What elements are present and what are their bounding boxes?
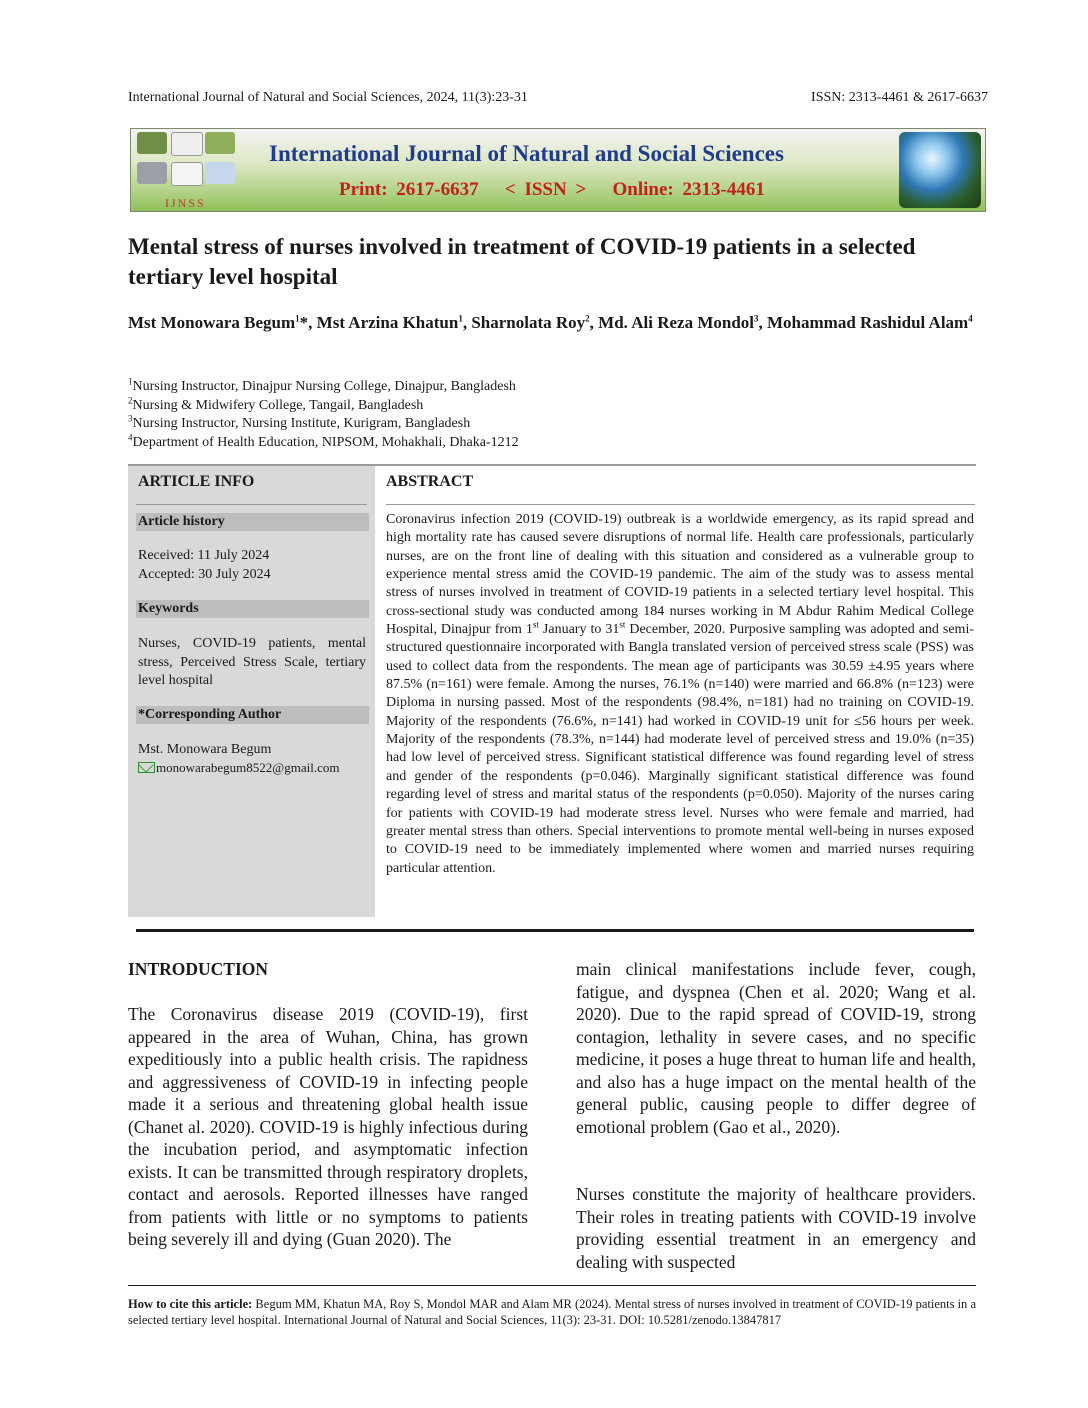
author-name: Mst Monowara Begum	[128, 313, 296, 332]
plant-thumbnail-icon	[137, 132, 167, 154]
author-affiliation-mark: 3	[754, 313, 759, 324]
envelope-icon	[138, 762, 155, 773]
abstract-divider	[386, 504, 975, 505]
affiliation-item	[128, 434, 519, 453]
article-history-label: Article history	[136, 513, 369, 531]
author-affiliation-mark: 4	[968, 313, 973, 324]
author-affiliation-mark: 2	[585, 313, 590, 324]
author-affiliation-mark: 1	[295, 313, 300, 324]
lab-thumbnail-icon	[205, 162, 235, 184]
corresponding-author-label: *Corresponding Author	[136, 706, 369, 724]
journal-banner	[130, 128, 986, 212]
affiliation-item	[128, 378, 519, 397]
affiliation-item	[128, 394, 519, 416]
affiliation-text: Department of Health Education, NIPSOM, Mohakhali, Dhaka-1212	[132, 434, 519, 450]
leaf-thumbnail-icon	[205, 132, 235, 154]
citation-footer	[128, 1296, 976, 1328]
abstract-text-part: January to 31	[538, 622, 620, 638]
citation-label: How to cite this article:	[128, 1297, 253, 1311]
journal-logo-collage	[135, 132, 241, 208]
corresponding-author-email-row	[138, 759, 366, 778]
affiliation-number: 1	[128, 376, 133, 387]
corresponding-mark: *	[299, 313, 309, 332]
abstract-end-divider	[136, 929, 974, 932]
abstract-text-part: December, 2020. Purposive sampling was adopted and semi-structured questionnaire incorporated with Bangla translated version of perceived stress scale (PSS) was used to collect data from the respondents. The mean age of participants was 30.59 ±4.95 years where 87.5% (n=161) were female. Among the nurses, 76.1% (n=140) were married and 66.8% (n=123) were Diploma in nursing passed. Most of the respondents (98.4%, n=181) had no training on COVID-19. Majority of the respondents (76.6%, n=141) had worked in COVID-19 unit for ≤56 hours per week. Majority of the respondents (78.3%, n=144) had moderate level of perceived stress and 19.0% (n=35) had low level of perceived stress. Significant statistical difference was found regarding level of stress and gender of the respondents (p=0.046). Marginally significant statistical difference was found regarding level of stress and marital status of the respondents (p=0.050). Majority of the nurses caring for patients with COVID-19 had moderate stress level. Nurses who were female and married, had greater mental stress than others. Special interventions to promote mental well-being in nurses exposed to COVID-19 need to be immediately implemented where women and married nurses requiring particular attention.	[386, 622, 975, 876]
abstract-text-part: Coronavirus infection 2019 (COVID-19) outbreak is a worldwide emergency, as its rapid spread and high mortality rate has caused severe disruptions of normal life. Health care professionals, particularly nurses, are on the front line of dealing with this situation and considered as a vulnerable group to experience mental stress amid the COVID-19 pandemic. The aim of the study was to assess mental stress of nurses involved in treatment of COVID-19 patients in a selected tertiary level hospital. This cross-sectional study was conducted among 184 nurses working in M Abdur Rahim Medical College Hospital, Dinajpur from 1	[386, 512, 974, 638]
keywords-text: Nurses, COVID-19 patients, mental stress, Perceived Stress Scale, tertiary level hospital	[138, 636, 366, 689]
author-list: Mst Monowara Begum$^1$*, Mst Arzina Khatun$^1$, Sharnolata Roy$^2$, Md. Ali Reza Mondol$^3$, Mohammad Rashidul Alam$^4$	[128, 313, 973, 332]
animals-thumbnail-icon	[171, 132, 203, 156]
author-name: Mohammad Rashidul Alam	[767, 313, 969, 332]
journal-banner-issn: Print: 2617-6637 < ISSN > Online: 2313-4461	[339, 179, 765, 200]
fish-thumbnail-icon	[137, 162, 167, 184]
running-header-left: International Journal of Natural and Social Sciences, 2024, 11(3):23-31	[128, 90, 528, 105]
author-name: Sharnolata Roy	[471, 313, 586, 332]
author-name: Md. Ali Reza Mondol	[598, 313, 755, 332]
author-name: Mst Arzina Khatun	[316, 313, 459, 332]
ordinal-suffix: st	[532, 619, 539, 630]
keywords-label: Keywords	[136, 600, 369, 618]
affiliation-text: Nursing & Midwifery College, Tangail, Bangladesh	[132, 397, 424, 413]
affiliation-number: 4	[128, 432, 133, 443]
abstract-text	[386, 511, 974, 878]
abstract-heading: ABSTRACT	[386, 473, 474, 490]
accepted-date: Accepted: 30 July 2024	[138, 567, 271, 582]
affiliation-number: 2	[128, 394, 133, 405]
affiliation-text: Nursing Instructor, Dinajpur Nursing College, Dinajpur, Bangladesh	[132, 379, 516, 394]
received-date: Received: 11 July 2024	[138, 548, 270, 563]
people-thumbnail-icon	[171, 162, 203, 186]
globe-icon	[899, 132, 981, 208]
ijnss-logo-text: IJNSS	[165, 196, 206, 210]
introduction-heading: INTRODUCTION	[128, 959, 269, 979]
ordinal-suffix: st	[619, 619, 626, 630]
affiliation-number: 3	[128, 413, 133, 424]
running-header-right: ISSN: 2313-4461 & 2617-6637	[811, 90, 988, 105]
introduction-paragraph-3: Nurses constitute the majority of healthcare providers. Their roles in treating patients with COVID-19 involve providing essential treatment in an emergency and dealing with suspected	[576, 1184, 976, 1272]
introduction-paragraph-1: The Coronavirus disease 2019 (COVID-19), first appeared in the area of Wuhan, China, has grown expeditiously into a public health crisis. The rapidness and aggressiveness of COVID-19 in infecting people made it a serious and threatening global health issue (Chanet al. 2020). COVID-19 is highly infectious during the incubation period, and asymptomatic infection exists. It can be transmitted through respiratory droplets, contact and aerosols. Reported illnesses have ranged from patients with little or no symptoms to patients being severely ill and dying (Guan 2020). The	[128, 1004, 528, 1249]
corresponding-author-email[interactable]: monowarabegum8522@gmail.com	[156, 760, 340, 775]
introduction-paragraph-2: main clinical manifestations include fever, cough, fatigue, and dyspnea (Chen et al. 2020; Wang et al. 2020). Due to the rapid spread of COVID-19, strong contagion, lethality in severe cases, and no specific medicine, it poses a huge threat to human life and health, and also has a huge impact on the mental health of the general public, causing people to differ degree of emotional problem (Gao et al., 2020).	[576, 959, 976, 1137]
affiliation-text: Nursing Instructor, Nursing Institute, Kurigram, Bangladesh	[132, 416, 471, 432]
affiliation-item	[128, 415, 519, 434]
journal-banner-title: International Journal of Natural and Social Sciences	[269, 141, 784, 166]
article-info-divider	[136, 504, 367, 505]
article-info-panel	[128, 466, 375, 917]
affiliation-list	[128, 378, 519, 452]
author-affiliation-mark: 1	[458, 313, 463, 324]
footer-divider	[128, 1285, 976, 1286]
citation-text: Begum MM, Khatun MA, Roy S, Mondol MAR and Alam MR (2024). Mental stress of nurses involved in treatment of COVID-19 patients in a selected tertiary level hospital. International Journal of Natural and Social Sciences, 11(3): 23-31. DOI: 10.5281/zenodo.13847817	[128, 1297, 976, 1327]
article-title: Mental stress of nurses involved in treatment of COVID-19 patients in a selected tertiary level hospital	[128, 234, 916, 289]
article-info-heading: ARTICLE INFO	[138, 473, 255, 490]
corresponding-author-name: Mst. Monowara Begum	[138, 742, 272, 757]
